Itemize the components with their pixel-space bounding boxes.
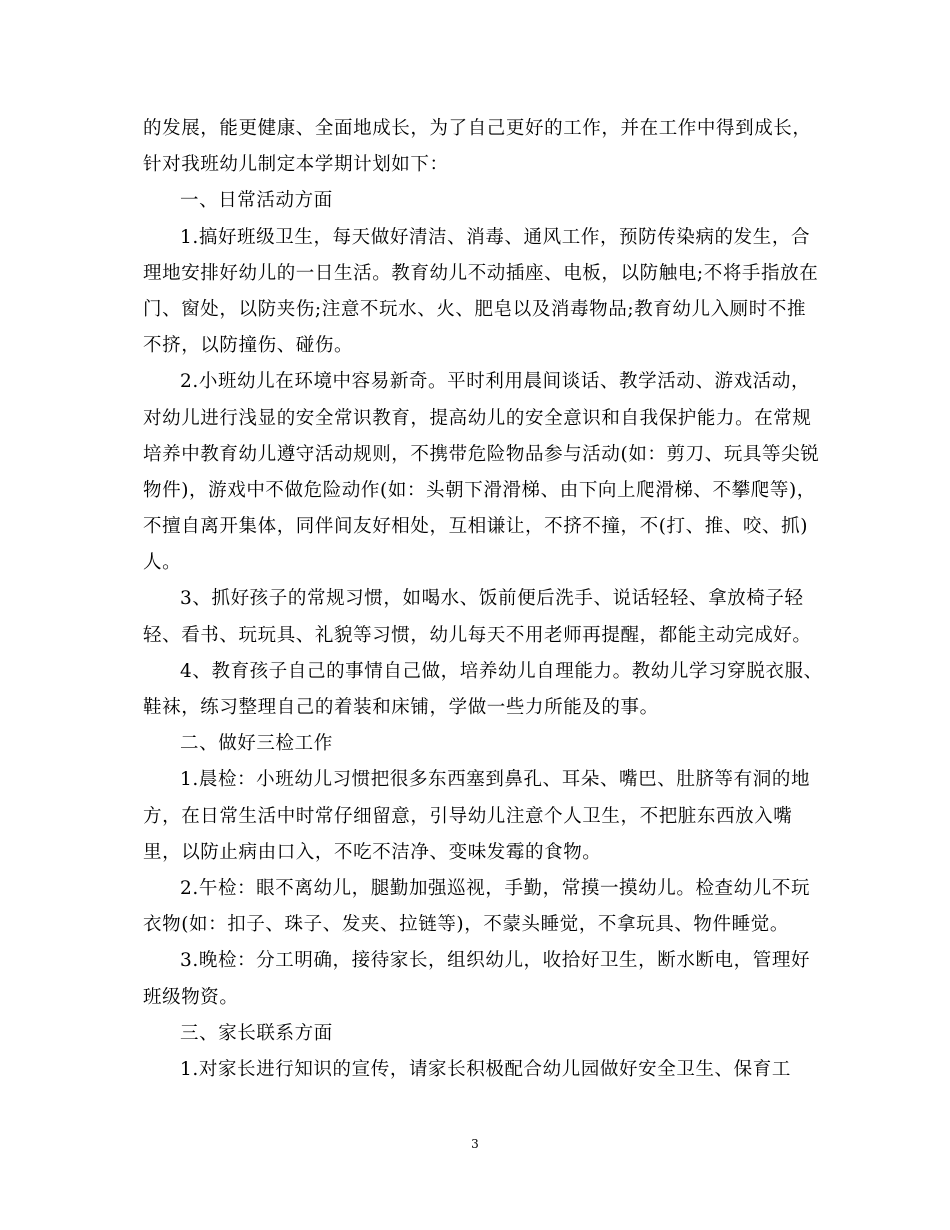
text-line: 3、抓好孩子的常规习惯，如喝水、饭前便后洗手、说话轻轻、拿放椅子轻 bbox=[180, 588, 804, 610]
text-line: 4、教育孩子自己的事情自己做，培养幼儿自理能力。教幼儿学习穿脱衣服、 bbox=[180, 660, 823, 682]
page-number: 3 bbox=[471, 1137, 479, 1151]
text-line: 1.晨检：小班幼儿习惯把很多东西塞到鼻孔、耳朵、嘴巴、肚脐等有洞的地 bbox=[180, 769, 811, 791]
text-line: 不擅自离开集体，同伴间友好相处，互相谦让，不挤不撞，不(打、推、咬、抓) bbox=[143, 516, 809, 538]
text-line: 3.晚检：分工明确，接待家长，组织幼儿，收拾好卫生，断水断电，管理好 bbox=[180, 950, 811, 972]
text-line: 针对我班幼儿制定本学期计划如下： bbox=[143, 154, 449, 176]
text-line: 理地安排好幼儿的一日生活。教育幼儿不动插座、电板，以防触电;不将手指放在 bbox=[143, 262, 819, 284]
text-line: 2.小班幼儿在环境中容易新奇。平时利用晨间谈话、教学活动、游戏活动， bbox=[180, 371, 811, 393]
text-line: 鞋袜，练习整理自己的着装和床铺，学做一些力所能及的事。 bbox=[143, 697, 659, 718]
text-line: 衣物(如：扣子、珠子、发夹、拉链等)，不蒙头睡觉，不拿玩具、物件睡觉。 bbox=[143, 914, 789, 936]
text-line: 人。 bbox=[143, 552, 182, 574]
text-line: 物件)，游戏中不做危险动作(如：头朝下滑滑梯、由下向上爬滑梯、不攀爬等)， bbox=[143, 479, 816, 501]
text-line: 门、窗处，以防夹伤;注意不玩水、火、肥皂以及消毒物品;教育幼儿入厕时不推 bbox=[143, 298, 807, 320]
text-line: 1.搞好班级卫生，每天做好清洁、消毒、通风工作，预防传染病的发生，合 bbox=[180, 226, 811, 248]
text-line: 里，以防止病由口入，不吃不洁净、变味发霉的食物。 bbox=[143, 841, 602, 863]
text-line: 的发展，能更健康、全面地成长，为了自己更好的工作，并在工作中得到成长， bbox=[143, 118, 812, 139]
text-line: 2.午检：眼不离幼儿，腿勤加强巡视，手勤，常摸一摸幼儿。检查幼儿不玩 bbox=[180, 877, 811, 899]
text-line: 一、日常活动方面 bbox=[180, 190, 333, 212]
text-line: 方，在日常生活中时常仔细留意，引导幼儿注意个人卫生，不把脏东西放入嘴 bbox=[143, 805, 793, 827]
document-body bbox=[143, 111, 823, 1088]
text-line: 三、家长联系方面 bbox=[180, 1022, 333, 1044]
text-line: 不挤，以防撞伤、碰伤。 bbox=[143, 335, 354, 357]
text-line: 培养中教育幼儿遵守活动规则，不携带危险物品参与活动(如：剪刀、玩具等尖锐 bbox=[143, 443, 820, 465]
text-line: 轻、看书、玩玩具、礼貌等习惯，幼儿每天不用老师再提醒，都能主动完成好。 bbox=[143, 624, 812, 646]
text-line: 班级物资。 bbox=[143, 986, 239, 1008]
text-line: 1.对家长进行知识的宣传，请家长积极配合幼儿园做好安全卫生、保育工 bbox=[180, 1058, 791, 1080]
text-line: 对幼儿进行浅显的安全常识教育，提高幼儿的安全意识和自我保护能力。在常规 bbox=[143, 407, 812, 429]
text-line: 二、做好三检工作 bbox=[180, 733, 333, 755]
